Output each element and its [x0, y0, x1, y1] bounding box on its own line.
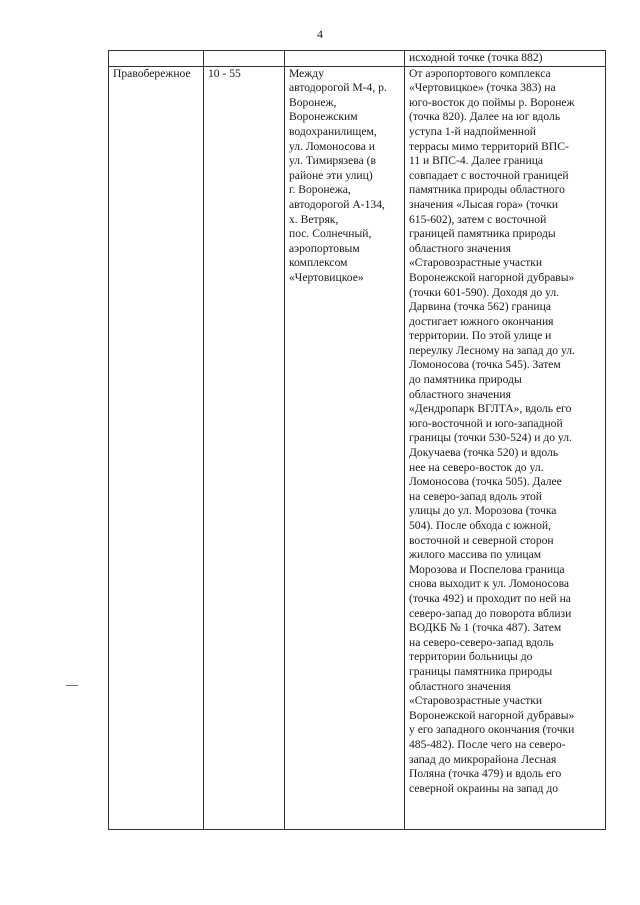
territory-location: Между автодорогой М-4, р. Воронеж, Воронежским водохранилищем, ул. Ломоносова и ул. Тимирязева (в районе эти улиц) г. Воронежа, автодорогой А-134, х. Ветряк, пос. Солнечный, аэропортовым комплексом «Чертовицкое» [285, 66, 405, 829]
continuation-row [109, 51, 606, 67]
continuation-text: исходной точке (точка 882) [405, 51, 606, 67]
empty-cell [204, 51, 285, 67]
territory-range: 10 - 55 [204, 66, 285, 829]
table-row [109, 66, 606, 829]
margin-mark [66, 685, 78, 686]
boundary-table [108, 50, 606, 830]
page-number: 4 [317, 27, 323, 41]
boundary-description: От аэропортового комплекса «Чертовицкое» (точка 383) на юго-восток до поймы р. Воронеж (точка 820). Далее на юг вдоль уступа 1-й надпойменной террасы мимо территорий ВПС- 11 и ВПС-4. Далее граница совпадает с восточной границей памятника природы областного значения «Лысая гора» (точки 615-602), затем с восточной границей памятника природы областного значения «Старовозрастные участки Воронежской нагорной дубравы» (точки 601-590). Доходя до ул. Дарвина (точка 562) граница достигает южного окончания территории. По этой улице и переулку Лесному на запад до ул. Ломоносова (точка 545). Затем до памятника природы областного значения «Дендропарк ВГЛТА», вдоль его юго-восточной и юго-западной границы (точки 530-524) и до ул. Докучаева (точка 520) и вдоль нее на северо-восток до ул. Ломоносова (точка 505). Далее на северо-запад вдоль этой улицы до ул. Морозова (точка 504). После обхода с южной, восточной и северной сторон жилого массива по улицам Морозова и Поспелова граница снова выходит к ул. Ломоносова (точка 492) и проходит по ней на северо-запад до поворота вблизи ВОДКБ № 1 (точка 487). Затем на северо-северо-запад вдоль территории больницы до границы памятника природы областного значения «Старовозрастные участки Воронежской нагорной дубравы» у его западного окончания (точки 485-482). После чего на северо- запад до микрорайона Лесная Поляна (точка 479) и вдоль его северной окраины на запад до [405, 66, 606, 829]
empty-cell [109, 51, 204, 67]
territory-name: Правобережное [109, 66, 204, 829]
empty-cell [285, 51, 405, 67]
